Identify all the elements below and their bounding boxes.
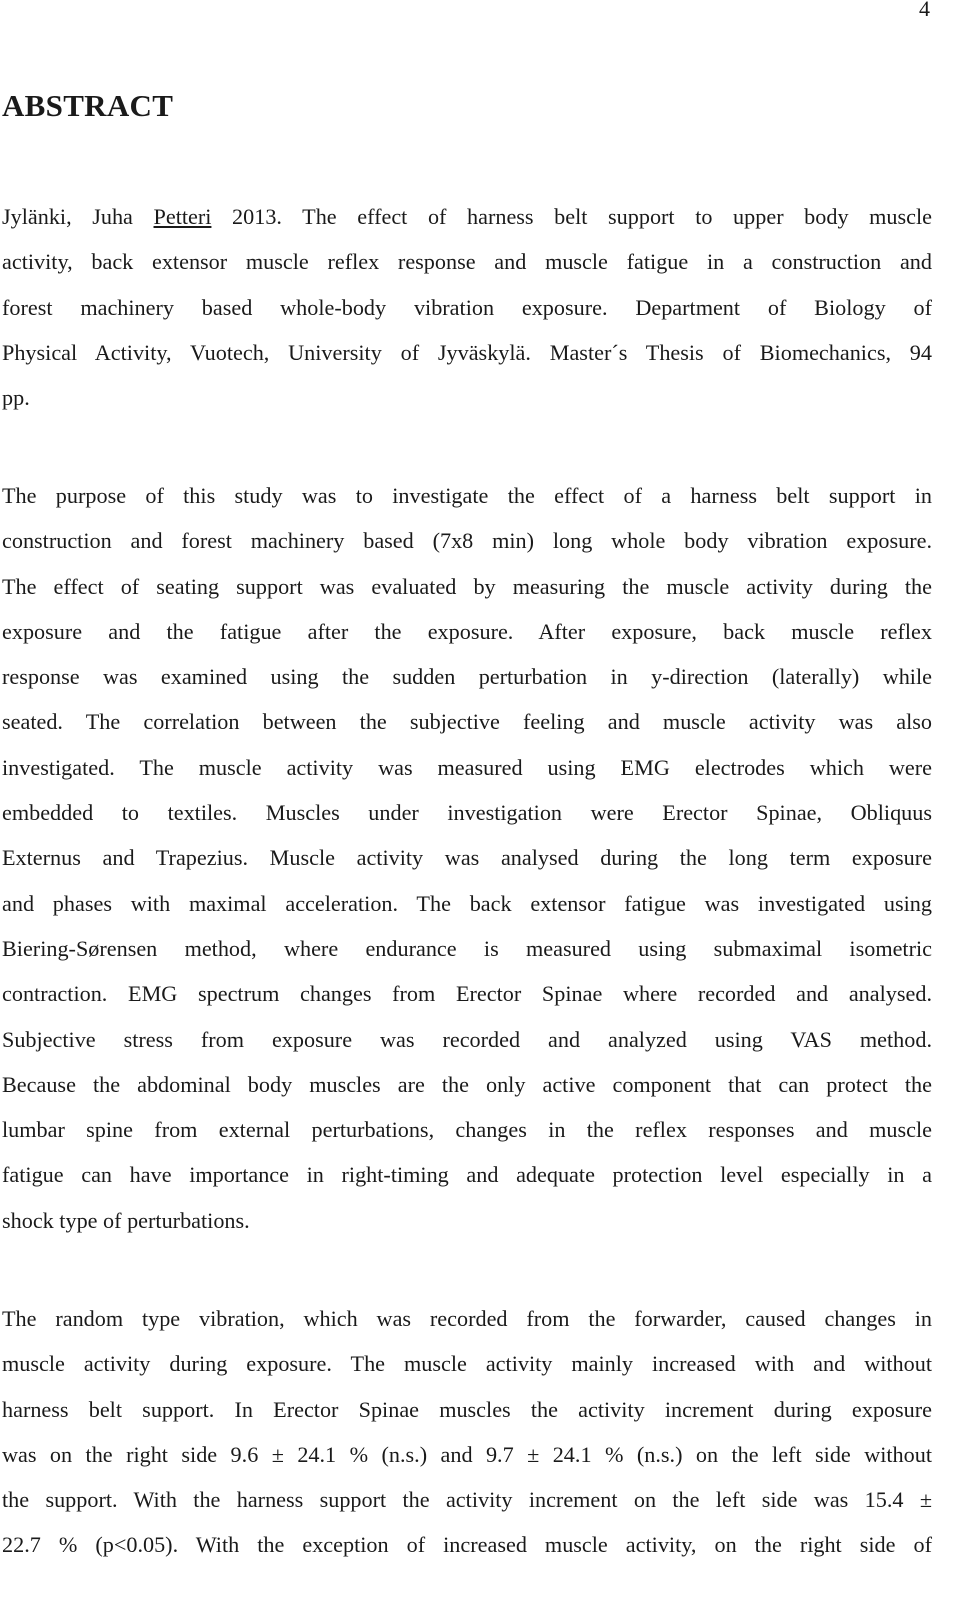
text-line: seated. The correlation between the subjective feeling and muscle activity was also <box>2 709 932 735</box>
citation-paragraph <box>2 194 932 420</box>
text-line: The random type vibration, which was recorded from the forwarder, caused changes in <box>2 1306 932 1331</box>
text-line: contraction. EMG spectrum changes from Erector Spinae where recorded and analysed. <box>2 981 932 1007</box>
text-line: The effect of seating support was evaluated by measuring the muscle activity during the <box>2 573 932 599</box>
text-line: Biering-Sørensen method, where endurance is measured using submaximal isometric <box>2 935 932 961</box>
text-line: Subjective stress from exposure was recorded and analyzed using VAS method. <box>2 1026 932 1052</box>
page-number: 4 <box>919 0 930 21</box>
text-line: Externus and Trapezius. Muscle activity was analysed during the long term exposure <box>2 845 932 871</box>
text-line: embedded to textiles. Muscles under investigation were Erector Spinae, Obliquus <box>2 800 932 826</box>
citation-title-start: 2013. The effect of harness belt support to upper body muscle <box>211 204 933 229</box>
citation-line <box>2 194 932 239</box>
text-line: lumbar spine from external perturbations, changes in the reflex responses and muscle <box>2 1117 932 1143</box>
citation-line: Physical Activity, Vuotech, University of Jyväskylä. Master´s Thesis of Biomechanics, 94 <box>2 339 932 365</box>
text-line: exposure and the fatigue after the exposure. After exposure, back muscle reflex <box>2 618 932 644</box>
citation-line: pp. <box>2 385 30 411</box>
abstract-paragraph-purpose <box>2 473 932 1243</box>
text-line: harness belt support. In Erector Spinae muscles the activity increment during exposure <box>2 1396 932 1422</box>
page-title: ABSTRACT <box>2 88 174 123</box>
text-line: shock type of perturbations. <box>2 1207 250 1233</box>
author-middle-name: Petteri <box>153 204 212 229</box>
citation-line: activity, back extensor muscle reflex response and muscle fatigue in a construction and <box>2 249 932 275</box>
author-name: Jylänki, Juha <box>2 204 154 229</box>
text-line: was on the right side 9.6 ± 24.1 % (n.s.) and 9.7 ± 24.1 % (n.s.) on the left side without <box>2 1441 932 1467</box>
text-line: 22.7 % (p<0.05). With the exception of increased muscle activity, on the right side of <box>2 1532 932 1558</box>
text-line: muscle activity during exposure. The muscle activity mainly increased with and without <box>2 1351 932 1377</box>
text-line: Because the abdominal body muscles are the only active component that can protect the <box>2 1071 932 1097</box>
text-line: The purpose of this study was to investigate the effect of a harness belt support in <box>2 483 932 508</box>
text-line: construction and forest machinery based (7x8 min) long whole body vibration exposure. <box>2 528 932 554</box>
abstract-paragraph-results <box>2 1296 932 1568</box>
text-line: the support. With the harness support the activity increment on the left side was 15.4 ± <box>2 1487 932 1513</box>
text-line: and phases with maximal acceleration. The back extensor fatigue was investigated using <box>2 890 932 916</box>
citation-line: forest machinery based whole-body vibration exposure. Department of Biology of <box>2 294 932 320</box>
text-line: fatigue can have importance in right-timing and adequate protection level especially in a <box>2 1162 932 1188</box>
text-line: investigated. The muscle activity was measured using EMG electrodes which were <box>2 754 932 780</box>
text-line: response was examined using the sudden perturbation in y-direction (laterally) while <box>2 664 932 690</box>
